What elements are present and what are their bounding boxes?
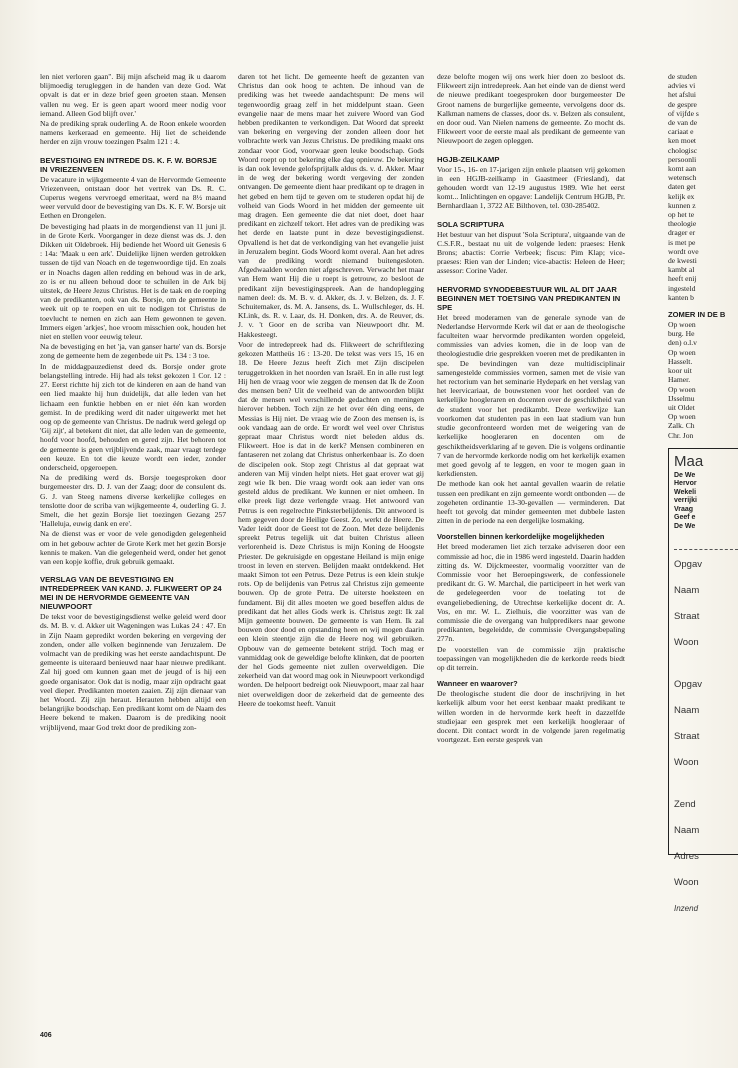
text-fragment: wordt ove: [668, 246, 699, 256]
section-heading: HGJB-ZEILKAMP: [437, 154, 500, 164]
paragraph: Voor 15-, 16- en 17-jarigen zijn enkele plaatsen vrij gekomen in een HGJB-zeilkamp in Gaastmeer (Friesland), dat gehouden wordt van 12-19 augustus 1989. Wie het eerst komt... Inlichtingen en opgave: Landelijk Centrum HGJB, Pr. Bernhardlaan 1, 3722 AE Bilthoven, tel. 030-285402.: [437, 164, 625, 211]
section-heading: BEVESTIGING EN INTREDE DS. K. F. W. BORSJE IN VRIEZENVEEN: [40, 155, 217, 174]
paragraph: De methode kan ook het aantal gevallen waarin de relatie tussen een predikant en zijn gemeente wordt ontbonden — de zogeheten ordinantie 13-30-gevallen — verminderen. Dat heeft tot gevolg dat minder gemeenten met dubbele lasten zitten in de periode na een dergelijke losmaking.: [437, 479, 625, 526]
form-intro-line: Hervor: [674, 480, 697, 488]
form-title: Maa: [674, 452, 704, 470]
paragraph: daren tot het licht. De gemeente heeft de gezanten van Christus dan ook hoog te achten. De inhoud van de prediking was het tweede aandachtspunt: De mens wil tegenwoordig graag zelf in het middelpunt staan. Geen evangelie naar de mens maar het zuivere Woord van God hebben predikanten te verkondigen. Dat Woord dat spreekt van bekering en vergeving der zonden alleen door het volbrachte werk van Jezus Christus. De prediking maakt ons zondaar voor God, voorwaar geen leuke boodschap. Gods Woord roept op tot bekering elke dag opnieuw. De bekering is dan ook levende gelofsprijtalk aldus ds. v. d. Akker. Maar in de weg der bekering wordt vergeving der zonden ontvangen. De gemeente dient haar predikant op te dragen in het gebed en hem tijd te geven om te studeren opdat hij de volheid van Gods Woord in het midden der gemeente uit mag dragen. Een gemeente die dat niet doet, doet haar predikant en zichzelf tekort. Het adres van de prediking was het derde en laatste punt in deze bevestigingsdienst. Opvallend is het dat de verkondiging van het evangelie juist in Jeruzalem begint. Gods Woord komt overal. Aan het adres van de prediking wordt niemand buitengesloten. Afgedwaalden worden niet afgeschreven. Verwacht het maar van Hem want Hij die u roept is getrouw, zo besloot de predikant zijn bevestigingspreek. Aan de handoplegging namen deel: ds. M. B. v. d. Akker, ds. J. v. Belzen, ds. J. F. Schuitemaker, ds. M. A. Jansens, ds. L. Wullschleger, ds. H. KLink, ds. R. v. Laar, ds. H. Donken, drs. A. de Reuver, ds. J. v. 't Goor en de scriba van Nieuwpoort dhr. M. Hakkesteegt.: [238, 72, 424, 339]
column-4-cropped: [668, 72, 738, 1032]
paragraph: Na de prediking sprak ouderling A. de Roon enkele woorden namens kerkeraad en gemeente. Hij liet de scheidende herder en zijn vrouw toezingen Psalm 121 : 4.: [40, 119, 226, 147]
paragraph: Het bestuur van het dispuut 'Sola Scriptura', uitgaande van de C.S.F.R., bestaat nu uit de volgende leden: praeses: Henk Brons; abactis: Corrie Verbeek; fiscus: Pim Klap; vice-praeses: Rien van der Linden; vice-abactis: Heleen de Heer; assessor: Corine Vader.: [437, 229, 625, 276]
form-intro-line: De We: [674, 471, 696, 479]
text-fragment: of vijfde s: [668, 108, 699, 118]
column-4-text: [668, 72, 738, 302]
cut-line: [674, 549, 738, 550]
form-intro-lines: [674, 472, 738, 532]
form-fields-c: [674, 800, 738, 904]
paragraph: Na de prediking werd ds. Borsje toegesproken door burgemeester drs. D. J. van der Zaag; door de consulent ds. G. J. van Steeg namens diverse kerkelijke colleges en tenslotte door de scriba van wijkgemeente 4, ouderling G. J. Smelt, die het gezin Borsje liet toezingen Gezang 257 'Halleluja, euwig dank en ere'.: [40, 473, 226, 529]
paragraph: In de middagpauzedienst deed ds. Borsje onder grote belangstelling intrede. Hij had als tekst gekozen 1 Cor. 12 : 27. Eerst richtte hij zich tot de kinderen en aan de hand van een lied maakte hij hun duidelijk, dat alle leden van het lichaam een funktie hebben en er niet één kan worden gemist. In de prediking werd dit nader uitgewerkt met het oog op de gemeente van Christus. De nadruk werd gelegd op 'Gij zijt', al betekent dit niet, dat alle leden van de gemeente, hoofd voor hoofd, behouden en gered zijn. Het behoren tot de gemeente is geen vrijblijvende zaak, maar vraagt terdege een keuze. En tot die keuze wordt een ieder, zonder onderscheid, opgeroepen.: [40, 361, 226, 472]
form-intro-line: Geef e: [674, 514, 696, 522]
text-fragment: kambt al: [668, 265, 695, 275]
text-fragment: den) o.l.v: [668, 338, 697, 348]
paragraph: De theologische student die door de inschrijving in het kerkelijk album voor het eerst kenbaar maakt predikant te willen worden in de hervormde kerk heeft in dazzelfde studiejaar een gesprek met een kerkelijk hoogleraar of docent. Dit contact wordt in de volgende jaren regelmatig voortgezet. Een eerste gesprek van: [437, 689, 625, 745]
form-intro-line: Wekeli: [674, 488, 697, 496]
text-fragment: kelijk ex: [668, 191, 695, 201]
form-field-label: Opgav: [674, 679, 702, 691]
form-field-label: Woon: [674, 757, 699, 769]
text-fragment: de gespre: [668, 99, 697, 109]
text-fragment: ingesteld: [668, 283, 696, 293]
form-field-label: Zend: [674, 799, 696, 811]
form-fields-a: [674, 560, 738, 664]
text-fragment: theologie: [668, 219, 697, 229]
text-fragment: drager er: [668, 228, 696, 238]
form-field-label: Naam: [674, 825, 700, 837]
paragraph: Het breed moderamen liet zich terzake adviseren door een commissie ad hoc, die in 1986 werd ingesteld. Daarin hadden zitting ds. W. Dijckmeester, voormalig voorzitter van de Commissie voor het Beroepingswerk, de confessionele predikant dr. G. W. Marchal, die participeert in het werk van de gedelegeerden voor de toelating tot de evangeliebediening, de Utrechtse kerkelijke docent dr. A. Vos, en mr. W. L. Zielhuis, die voorzitter was van de commissie die de overgang van hulppredikers naar gewone predikanten, begeleidde, de commissie Overgangsbepaling 277n.: [437, 542, 625, 644]
form-intro-line: Vraag: [674, 505, 694, 513]
text-fragment: de kwesti: [668, 256, 697, 266]
text-fragment: komt aan: [668, 164, 697, 174]
zomer-heading: ZOMER IN DE B: [668, 310, 726, 320]
text-fragment: Op woen: [668, 412, 696, 422]
column-1: [40, 72, 226, 1042]
paragraph: Na de bevestiging en het 'ja, van ganser harte' van ds. Borsje zong de gemeente hem de zegenbede uit Ps. 134 : 3 toe.: [40, 342, 226, 361]
form-intro-line: verrijki: [674, 497, 697, 505]
column-2: [238, 72, 424, 992]
paragraph: Voor de intredepreek had ds. Flikweert de schriftlezing gekozen Mattheüs 16 : 13-20. De tekst was vers 15, 16 en 18. De Heere Jezus heeft Zich met Zijn discipelen teruggetrokken in het noorden van Israël. En in alle rust legt Hij hen de vraag voor wie zeggen de mensen dat Ik de Zoon des mensen ben? Uit de veelheid van de antwoorden blijkt dat de mensen wel verschillende gedachten en meningen hierover hebben. Toch zijn ze het over één ding eens, de Messias is Hij niet. De vraag wie de Zoon des mensen is, is ook vandaag aan de orde. Er wordt wel veel over Christus gepraat maar Christus wordt niet beleden aldus ds. Flikweert. Hoe is dat in de kerk? Mensen combineren en fantaseren net zolang dat Christus onherkenbaar is. Zo doen de discipelen ook. Stop zegt Christus al dat gepraat wat anderen van Mij vinden helpt niets. Het gaat erover wat gij zegt wie Ik ben. Die vraag wordt ook aan ieder van ons gesteld aldus de predikant. We kunnen er niet omheen. In elke preek ligt deze verlengde vraag. Het antwoord van Petrus is een regelrechte Pinksterbelijdenis. Dit antwoord is hem gegeven door de Heilige Geest. Zo, werkt de Heere. De Vader leidt door de Geest tot de Zoon. Met deze belijdenis spreekt Petrus tegelijk uit dat buiten Christus alleen verlorenheid is. Deze Christus is mijn Koning de Hoogste Priester. De gekruisigde en opgestane Heiland is mijn enige troost in leven en sterven. Belijden maakt ontdekkend. Het maakt Simon tot een Petrus. Deze Petrus is een klein stukje rots. Op de belijdenis van Petrus zal Christus zijn gemeente bouwen. Op de grote Petra. De uiterste hoeksteen en fundament. Bij dit alles moeten we goed beseffen aldus de predikant dat het alles Gods werk is. Christus zegt: Ik zal Mijn gemeente bouwen. De gemeente is van Hem. Ik zal bouwen door dood en opstanding heen en wij mogen daarin een klein steentje zijn die de Heere nog wil gebruiken. Opbouw van de gemeente betekent strijd. Toch mag er vanmiddag ook de geweldige belofte klinken, dat de poorten der hel Gods gemeente niet zullen overweldigen. Die zekerheid van dat woord mag ook in Nieuwpoort verkondigd worden. De helpoort bedreigt ook Nieuwpoort, maar zal haar niet overweldigen door de zekerheid dat de gemeente des Heere de toekomst heeft. Vanuit: [238, 339, 424, 708]
text-fragment: Hasselt.: [668, 356, 693, 366]
form-footer: Inzend: [674, 904, 699, 914]
text-fragment: burg. He: [668, 329, 695, 339]
text-fragment: advies vi: [668, 81, 696, 91]
section-heading: HERVORMD SYNODEBESTUUR WIL AL DIT JAAR BEGINNEN MET TOETSING VAN PREDIKANTEN IN SPE: [437, 284, 621, 312]
form-field-label: Straat: [674, 731, 700, 743]
subscription-form: [668, 448, 738, 914]
text-fragment: het afslui: [668, 90, 697, 100]
text-fragment: wetensch: [668, 173, 697, 183]
form-field-label: Naam: [674, 585, 700, 597]
form-field-label: Adres: [674, 851, 699, 863]
text-fragment: cariaat e: [668, 127, 694, 137]
form-field-label: Woon: [674, 877, 699, 889]
paragraph: deze belofte mogen wij ons werk hier doen zo besloot ds. Flikweert zijn intredepreek. Aan het einde van de dienst werd de nieuwe predikant toegesproken door burgemeester De Groot namens de burgerlijke gemeente, vervolgens door ds. Kalkman namens de classes, door ds. v. Belzen als consulent, en door oud. Van Nielen namens de gemeente. Zo mocht ds. Flikweert voor de eerste maal als predikant de gemeente van Nieuwpoort de zegen opleggen.: [437, 72, 625, 146]
paragraph: De bevestiging had plaats in de morgendienst van 11 juni jl. in de Grote Kerk. Voorganger in deze dienst was ds. J. den Dikken uit Oldebroek. Hij bediende het Woord uit Genesis 6 : 14a: 'Maak u een ark'. Duidelijke lijnen werden getrokken tussen de tijd van Noach en de tegenwoordige tijd. En zoals er in Noachs dagen allen redding en behoud was in de ark, zo is er nu alleen behoud door te schuilen in de Ark bij uitstek, de Heere Jezus Christus. Het is de taak en de roeping van de predikanten, ook van ds. Borsje, om de gemeente in week uit op te roepen en uit te nodigen tot Christus de toevlucht te nemen en zich aan Hem gewonnen te geven. Immers eigen 'arkjes', hoe vroom misschien ook, houden het niet en stellen voor eeuwig teleur.: [40, 221, 226, 342]
form-field-label: Naam: [674, 705, 700, 717]
section-heading: SOLA SCRIPTURA: [437, 219, 505, 229]
text-fragment: Hamer.: [668, 375, 691, 385]
text-fragment: Op woen: [668, 320, 696, 330]
paragraph: Na de dienst was er voor de vele genodigden gelegenheid om in het gebouw achter de Grote Kerk met het gezin Borsje kennis te maken. Van die gelegenheid werd, onder het genot van een kopje koffie, druk gebruik gemaakt.: [40, 529, 226, 566]
text-fragment: Op woen: [668, 384, 696, 394]
text-fragment: kunnen z: [668, 200, 696, 210]
page-number: 406: [40, 1032, 52, 1039]
text-fragment: daten get: [668, 182, 696, 192]
text-fragment: IJsselmu: [668, 393, 695, 403]
paragraph: len niet verloren gaan". Bij mijn afscheid mag ik u daarom blijmoedig terugleggen in de handen van deze God. Wat opvalt is dat er in deze brief geen groeten staan. Mensen vallen nu weg. Er is geen apart woord meer nodig voor iemand. Alleen God blijft over.': [40, 72, 226, 118]
text-fragment: heeft enij: [668, 274, 697, 284]
section-heading: VERSLAG VAN DE BEVESTIGING EN INTREDEPREEK VAN KAND. J. FLIKWEERT OP 24 MEI IN DE HERVORMDE GEMEENTE VAN NIEUWPOORT: [40, 575, 222, 612]
text-fragment: Chr. Jon: [668, 430, 694, 440]
text-fragment: op het te: [668, 210, 695, 220]
text-fragment: Zalk. Ch: [668, 421, 695, 431]
text-fragment: is met pe: [668, 237, 696, 247]
column-4-text-2: [668, 320, 738, 440]
section-heading: Voorstellen binnen kerkordelijke mogelijkheden: [437, 532, 605, 542]
column-3: [437, 72, 625, 1032]
text-fragment: chologisc: [668, 145, 698, 155]
text-fragment: ken moet: [668, 136, 697, 146]
text-fragment: persoonli: [668, 154, 697, 164]
text-fragment: koor uit: [668, 366, 692, 376]
paragraph: De voorstellen van de commissie zijn praktische toepassingen van mogelijkheden die de kerkorde reeds biedt op dit terrein.: [437, 644, 625, 672]
paragraph: De vacature in wijkgemeente 4 van de Hervormde Gemeente Vriezenveen, ontstaan door het vertrek van Ds. R. C. Cuperus wegens vervroegd emeritaat, werd na 8½ maand weer vervuld door de bevestiging van Ds. K. F. W. Borsje uit Eethen en Drongelen.: [40, 174, 226, 221]
form-fields-b: [674, 680, 738, 784]
text-fragment: de studen: [668, 72, 697, 81]
section-heading: Wanneer en waarover?: [437, 679, 518, 689]
text-fragment: de van de: [668, 118, 698, 128]
text-fragment: Op woen: [668, 347, 696, 357]
form-intro-line: De We: [674, 522, 696, 530]
paragraph: De tekst voor de bevestigingsdienst welke geleid werd door ds. M. B. v. d. Akker uit Wageningen was Lukas 24 : 47. En in Zijn Naam gepredikt worden bekering en vergeving der zonden, onder alle volken beginnende van Jeruzalem. De volmacht van de prediking was het eerste aandachtspunt. De gemeente is uiteraard benieuwd naar haar nieuwe predikant. Zal hij goed om kunnen gaan met de jeugd of is hij een goede organisator. Ook dat is nodig, maar zijn opdracht gaat veel dieper. Predikanten moeten zaaien. Zij zijn dienaar van het Woord. Zij zijn heraut. Herauten hebben altijd een belangrijke boodschap. Een predikant komt om de Naam des Heere bekend te maken. Daarom is de prediking nooit vrijblijvend, maar God trekt door de prediking zon-: [40, 612, 226, 732]
form-field-label: Opgav: [674, 559, 702, 571]
form-field-label: Straat: [674, 611, 700, 623]
text-fragment: uit Oldet: [668, 402, 695, 412]
text-fragment: kanten b: [668, 292, 694, 302]
form-field-label: Woon: [674, 637, 699, 649]
paragraph: Het breed moderamen van de generale synode van de Nederlandse Hervormde Kerk wil dat er aan de theologische faculteiten waar hervormde predikanten worden opgeleid, commissies van advies komen, die in de loop van de theologiestudie drie gesprekken voeren met de predikanten in spe. De bevindingen van deze multidisciplinair samengestelde commissies vormen, samen met de visie van het rectorium van het seminarie Hydepark en het verslag van het leervicariaat, de bouwstenen voor het oordeel van de kerkelijke hoogleraren en docenten over de geschiktheid van de student voor het predikambt. Deze werkwijze kan voorkomen dat studenten pas in een laat stadium van hun studie geconfronteerd worden met de weigering van de kerkelijke hoogleraren en docenten om de geschiktheidsverklaring af te geven. Die is volgens ordinantie 7 van de hervormde kerkorde nodig om het kerkelijk examen met goed gevolg af te leggen, en voor te mogen gaan in kerkdiensten.: [437, 312, 625, 479]
